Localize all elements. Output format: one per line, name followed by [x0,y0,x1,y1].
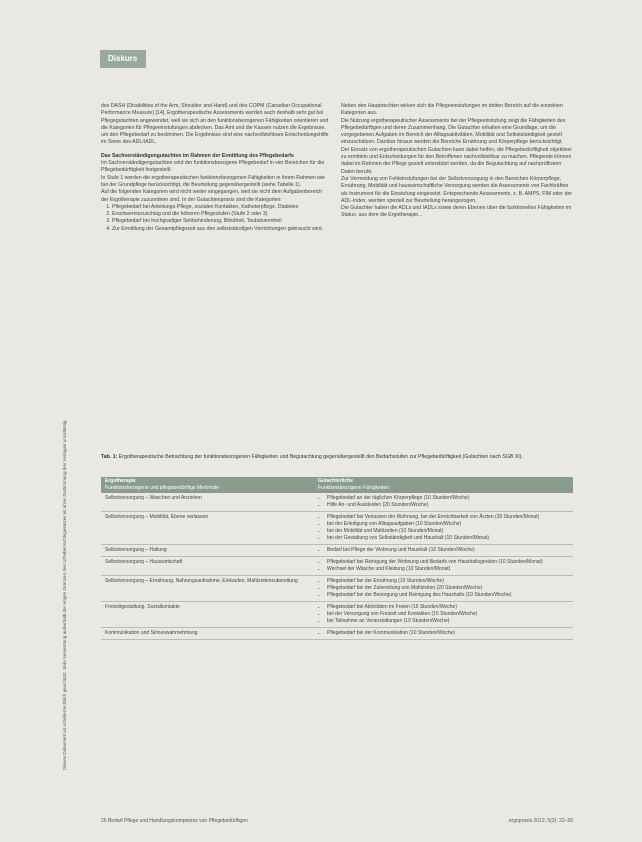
finding-item: • Pflegebedarf bei der Ernährung (10 Stunden/Woche) [327,578,569,585]
table-cell-findings [314,576,573,602]
finding-item: • bei der Erledigung von Alltagsaufgaben (10 Stunden/Woche) [327,521,569,528]
finding-item: • Wechsel der Wäsche und Kleidung (10 Stunden/Monat) [327,566,569,573]
table-cell-criterion: Kommunikation und Sinneswahrnehmung [101,628,314,640]
finding-item: • bei der Versorgung von Freizeit und Kontakten (15 Stunden/Woche) [327,611,569,618]
right-paragraph-1: Neben den Hauptrechten wirken sich die Pflegeeinstufungen im dritten Bereich auf die einzelnen Kategorien aus. [341,103,563,117]
table-row [101,545,573,557]
findings-list [318,495,569,509]
left-paragraph-4: Auf die folgenden Kategorien wird nicht weiter eingegangen, weil sie nicht dem Aufgabenbereich der Ergotherapie zuzuordnen sind. In der Gutachtenpraxis sind die Kategorien: [101,189,323,203]
right-paragraph-4: Zur Vermeidung von Fehleinstufungen bei der Selbstversorgung in den Bereichen Körperpflege, Ernährung, Mobilität und hauswirtschaftliche Versorgung werden die Assessments von Fachkräften als Instrument für die Einstufung eingesetzt. Entsprechende Assessments, z. B. AMPS, FIM oder der ADL-Index, werden speziell zur Beurteilung herangezogen. [341,175,572,204]
finding-item: • Pflegebedarf bei Reinigung der Wohnung und Bedarfs von Haushaltsgeräten (10 Stunden/Monat) [327,559,569,566]
table-row [101,628,573,640]
findings-list [318,604,569,625]
header-right-title: Gutachterliche [318,478,354,484]
assessment-table [101,477,573,640]
list-item: 4. Zur Ermittlung der Gesamtpflegezeit aus den selbstständigen Verrichtungen gebraucht wird. [112,226,331,233]
left-paragraph-3: In Stufe 1 werden die ergotherapeutischen funktionsbezogenen Fähigkeiten in ihrem Rahmen wie bei der Grundpflege berücksichtigt, die Beurteilung gegenübergestellt (siehe Tabelle 1). [101,174,326,188]
table-caption-text: Ergotherapeutische Betrachtung der funktionsbezogenen Fähigkeiten und Begutachtung gegenübergestellt den Bedarfsstufen zur Pflegebedürftigkeit (Gutachten nach SGB XI). [118,454,523,460]
finding-item: • Pflegebedarf bei der Kommunikation (10 Stunden/Woche) [327,630,569,637]
finding-item: • Pflegebedarf bei der Besorgung und Reinigung des Haushalts (10 Stunden/Woche) [327,592,569,599]
finding-item: • bei Teilnahme an Veranstaltungen (10 Stunden/Woche) [327,618,569,625]
left-column [101,103,331,233]
finding-item: • Bedarf bei Pflege der Wohnung und Haushalt (10 Stunden/Woche) [327,547,569,554]
table-row [101,557,573,576]
table-cell-findings [314,602,573,628]
table-cell-criterion: Selbstversorgung – Haltung [101,545,314,557]
table-row [101,602,573,628]
finding-item: • Pflegebedarf bei der Zubereitung von Mahlzeiten (20 Stunden/Woche) [327,585,569,592]
finding-item: • Pflegebedarf bei Verlassen der Wohnung, bei der Erreichbarkeit von Ärzten (30 Stunden/Monat) [327,514,569,521]
right-paragraph-2: Die Nutzung ergotherapeutischer Assessments bei der Pflegeeinstufung zeigt die Fähigkeiten des Pflegebedürftigen und deren Zusammenhang. Die Gutachter erhalten eine Grundlage, um die vorgegebenen Aufgaben im Bereich der Alltagsaktivitäten, Mobilität und Selbstständigkeit gezielt einzuschätzen. Darüber hinaus werden die Bereiche Ernährung und Körperpflege berücksichtigt. [341,117,566,146]
finding-item: • Hilfe An- und Auskleiden (20 Stunden/Woche) [327,502,569,509]
table-cell-criterion: Selbstversorgung – Ernährung, Nahrungsaufnahme, Einkaufen, Mahlzeitenzubereitung [101,576,314,602]
list-item: 2. Erschwerniszuschlag und die höheren Pflegestufen (Stufe 2 oder 3) [112,211,331,218]
header-left-subtitle: Funktionsbezogene und pflegebedürftige Merkmale [105,485,219,491]
right-paragraph-5: Die Gutachter haben die ADLs und IADLs sowie deren Ebenen über die funktionellen Fähigkeiten im Status, aus dem die Ergotherapie... [341,205,572,219]
finding-item: • bei der Gestaltung von Selbständigkeit und Haushalt (10 Stunden/Monat) [327,535,569,542]
table-cell-criterion: Selbstversorgung – Hauswirtschaft [101,557,314,576]
page-footer [101,818,573,824]
table-body [101,493,573,640]
finding-item: • bei der Mobilität und Mahlzeiten (10 Stunden/Monat) [327,528,569,535]
finding-item: • Pflegebedarf bei Aktivitäten im Freien (15 Stunden/Woche) [327,604,569,611]
header-right-subtitle: Funktionsbezogene Fähigkeiten [318,485,389,491]
table-header-left [101,477,314,493]
table-cell-findings [314,512,573,545]
header-left-title: Ergotherapie [105,478,136,484]
table-cell-findings [314,545,573,557]
table-header-row [101,477,573,493]
table-row [101,576,573,602]
table-cell-findings [314,493,573,512]
findings-list [318,578,569,599]
right-paragraph-3: Der Einsatz von ergotherapeutischen Gutachten kann dabei helfen, die Pflegebedürftigkeit objektiver zu ermitteln und Entscheidungen für den Betroffenen nachvollziehbar zu machen. Pflegende können dabei im Rahmen der Pflege gezielt unterstützt werden, da die Begutachtung auf nachprüfbaren Daten beruht. [341,146,572,175]
footer-left: 26 Bedarf Pflege und Handlungskompetenz von Pflegebedürftigen [101,818,248,824]
table-cell-findings [314,557,573,576]
table-caption-label: Tab. 1: [101,454,118,460]
table-cell-criterion: Selbstversorgung – Mobilität, Ebene verlassen [101,512,314,545]
copyright-side-note: Dieses Dokument ist urheberrechtlich geschützt. Jede Verwertung außerhalb der engen Grenzen des Urheberrechtsgesetzes ist ohne Zustimmung des Verlages unzulässig. [62,419,67,770]
findings-list [318,630,569,637]
section-tag: Diskurs [100,50,146,68]
section-heading: Das Sachverständigengutachten im Rahmen der Ermittlung des Pflegebedarfs [101,152,294,159]
findings-list [318,559,569,573]
right-column [341,103,573,220]
footer-right: ergopraxis 2012; 5(2): 22–26 [508,818,573,824]
finding-item: • Pflegebedarf an der täglichen Körperpflege (10 Stunden/Woche) [327,495,569,502]
findings-list [318,514,569,542]
table-cell-criterion: Selbstversorgung – Waschen und Anziehen [101,493,314,512]
list-item: 1. Pflegebedarf bei Anleitungs-Pflege, sozialen Kontakten, Katheterpflege, Diabetes [112,204,331,211]
list-item: 3. Pflegebedarf bei hochgradiger Sehbehinderung, Blindheit, Taubstummheit [112,218,331,225]
table-row [101,512,573,545]
table-cell-findings [314,628,573,640]
table-caption [101,454,571,462]
table-row [101,493,573,512]
findings-list [318,547,569,554]
left-paragraph-2: Im Sachverständigengutachten wird der funktionsbezogene Pflegebedarf in vier Bereichen für die Pflegebedürftigkeit festgestellt. [101,160,325,174]
category-list [101,204,331,233]
table-cell-criterion: Freizeitgestaltung, Sozialkontakte [101,602,314,628]
table-header-right [314,477,573,493]
left-paragraph-1: des DASH (Disabilities of the Arm, Shoulder and Hand) und des COPM (Canadian Occupational Performance Measure) [14]. Ergotherapeutische Assessments werden auch deshalb sehr gut bei Pflegegutachten angewendet, weil sie sich an den funktionsbezogenen Fähigkeiten orientieren und die Kategorien für Pflegeeinstufungen abdecken. Das Amt und die Kassen nutzen die Ergebnisse, um den Pflegebedarf zu bestimmen. Die Ergebnisse sind eine nachvollziehbare Entscheidungshilfe im Sinne des ADL/IADL. [101,103,329,146]
